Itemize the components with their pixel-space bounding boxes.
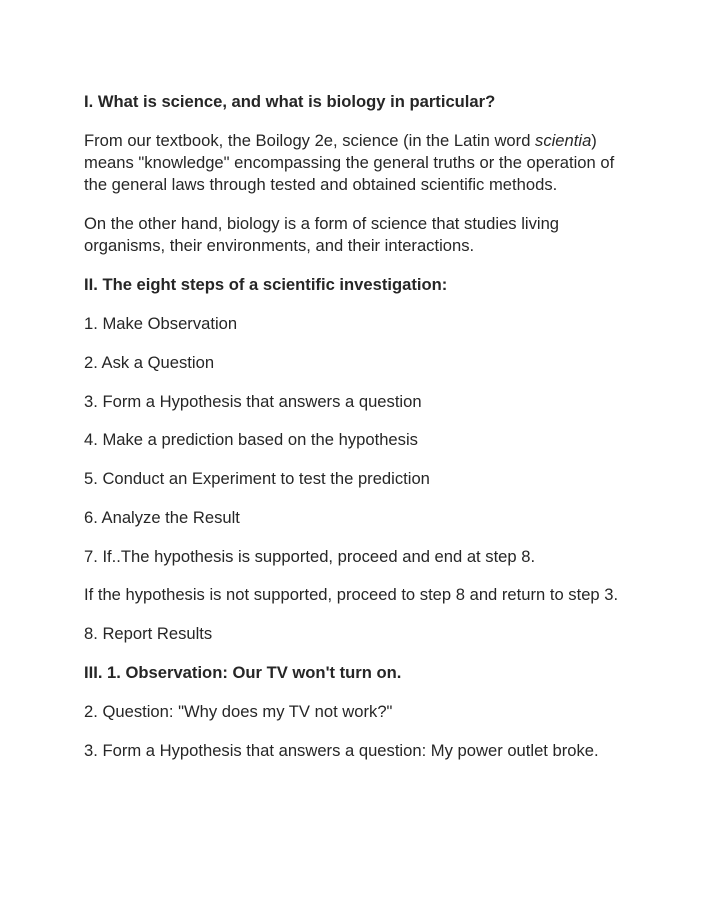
step-item: 6. Analyze the Result xyxy=(84,508,240,527)
paragraph-line: On the other hand, biology is a form of science that studies living xyxy=(84,214,560,233)
paragraph-line: organisms, their environments, and their interactions. xyxy=(84,236,475,255)
section-3-item: 3. Form a Hypothesis that answers a question: My power outlet broke. xyxy=(84,741,599,760)
section-1-paragraph-2 xyxy=(84,213,559,257)
paragraph-line: means "knowledge" encompassing the general truths or the operation of xyxy=(84,153,615,172)
paragraph-line: the general laws through tested and obtained scientific methods. xyxy=(84,175,558,194)
step-item: 4. Make a prediction based on the hypothesis xyxy=(84,430,418,449)
paragraph-line xyxy=(84,130,614,152)
step-item: 1. Make Observation xyxy=(84,314,238,333)
section-3-item: 2. Question: "Why does my TV not work?" xyxy=(84,702,393,721)
latin-term: scientia xyxy=(535,131,592,150)
step-item: 5. Conduct an Experiment to test the prediction xyxy=(84,469,430,488)
section-1-heading: I. What is science, and what is biology in particular? xyxy=(84,92,496,111)
section-2-heading: II. The eight steps of a scientific investigation: xyxy=(84,275,448,294)
step-item: 3. Form a Hypothesis that answers a question xyxy=(84,392,422,411)
step-item: 2. Ask a Question xyxy=(84,353,215,372)
section-3-heading: III. 1. Observation: Our TV won't turn on. xyxy=(84,663,402,682)
step-item: 7. If..The hypothesis is supported, proceed and end at step 8. xyxy=(84,547,536,566)
paragraph-text: From our textbook, the Boilogy 2e, science (in the Latin word xyxy=(84,131,536,150)
step-note: If the hypothesis is not supported, proceed to step 8 and return to step 3. xyxy=(84,585,619,604)
step-item: 8. Report Results xyxy=(84,624,213,643)
section-1-paragraph-1 xyxy=(84,130,614,196)
paragraph-text: ) xyxy=(591,131,597,150)
